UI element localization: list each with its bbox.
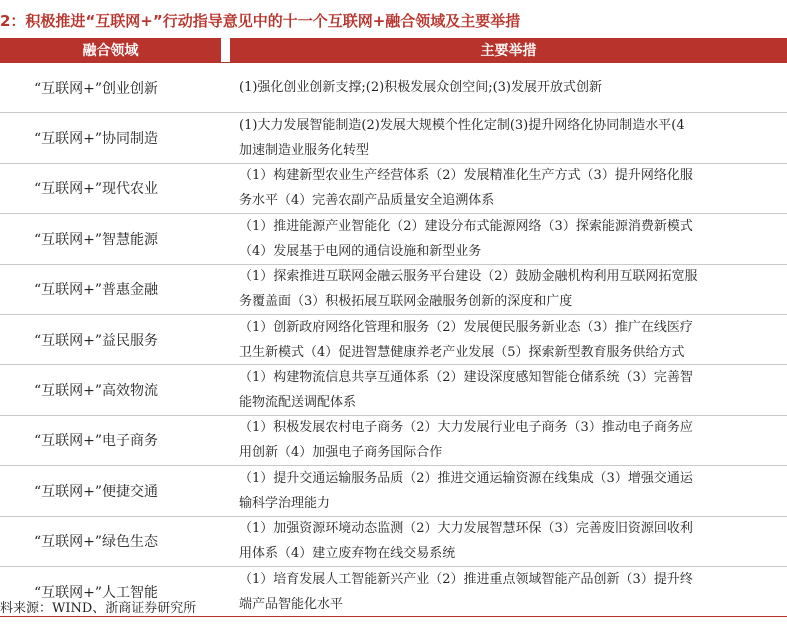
table-row — [0, 164, 787, 214]
field-cell: “互联网+”益民服务 — [34, 332, 159, 349]
measures-cell: （1）加强资源环境动态监测（2）大力发展智慧环保（3）完善废旧资源回收利 用体系（4）建立废弃物在线交易系统 — [239, 521, 693, 562]
measures-cell: （1）提升交通运输服务品质（2）推进交通运输资源在线集成（3）增强交通运 输科学治理能力 — [239, 470, 693, 511]
measures-cell: （1）培育发展人工智能新兴产业（2）推进重点领域智能产品创新（3）提升终 端产品智能化水平 — [239, 571, 693, 612]
field-cell: “互联网+”智慧能源 — [34, 231, 159, 248]
table-caption: 2：积极推进“互联网+”行动指导意见中的十一个互联网+融合领域及主要举措 — [0, 12, 521, 30]
table-row — [0, 265, 787, 315]
measures-cell: (1)强化创业创新支撑;(2)积极发展众创空间;(3)发展开放式创新 — [239, 80, 603, 96]
table-row — [0, 365, 787, 415]
table-row — [0, 63, 787, 113]
measures-table — [0, 38, 787, 617]
measures-cell: （1）构建物流信息共享互通体系（2）建设深度感知智能仓储系统（3）完善智 能物流配送调配体系 — [239, 370, 693, 411]
table-row — [0, 214, 787, 264]
measures-cell: （1）推进能源产业智能化（2）建设分布式能源网络（3）探索能源消费新模式 （4）发展基于电网的通信设施和新型业务 — [239, 218, 693, 259]
field-cell: “互联网+”现代农业 — [34, 181, 159, 198]
field-cell: “互联网+”电子商务 — [34, 433, 159, 450]
field-cell: “互联网+”绿色生态 — [34, 534, 159, 551]
measures-cell: （1）构建新型农业生产经营体系（2）发展精准化生产方式（3）提升网络化服 务水平（4）完善农副产品质量安全追溯体系 — [239, 168, 693, 209]
field-cell: “互联网+”创业创新 — [34, 80, 159, 97]
measures-cell: （1）探索推进互联网金融云服务平台建设（2）鼓励金融机构利用互联网拓宽服 务覆盖面（3）积极拓展互联网金融服务创新的深度和广度 — [239, 269, 698, 310]
table-row — [0, 315, 787, 365]
table-row — [0, 466, 787, 516]
table-header-row — [0, 38, 787, 62]
header-measures-column: 主要举措 — [230, 38, 787, 62]
field-cell: “互联网+”人工智能 — [34, 584, 159, 601]
source-note: 料来源：WIND、浙商证券研究所 — [0, 601, 197, 616]
table-row — [0, 416, 787, 466]
table-row — [0, 113, 787, 163]
field-cell: “互联网+”高效物流 — [34, 383, 159, 400]
measures-cell: （1）积极发展农村电子商务（2）大力发展行业电子商务（3）推动电子商务应 用创新（4）加强电子商务国际合作 — [239, 420, 693, 461]
header-field-column: 融合领域 — [0, 38, 221, 62]
field-cell: “互联网+”协同制造 — [34, 131, 159, 148]
table-body — [0, 62, 787, 617]
measures-cell: （1）创新政府网络化管理和服务（2）发展便民服务新业态（3）推广在线医疗 卫生新模式（4）促进智慧健康养老产业发展（5）探索新型教育服务供给方式 — [239, 319, 693, 360]
field-cell: “互联网+”普惠金融 — [34, 282, 159, 299]
table-row — [0, 517, 787, 567]
field-cell: “互联网+”便捷交通 — [34, 483, 159, 500]
measures-cell: (1)大力发展智能制造(2)发展大规模个性化定制(3)提升网络化协同制造水平(4 加速制造业服务化转型 — [239, 118, 685, 159]
